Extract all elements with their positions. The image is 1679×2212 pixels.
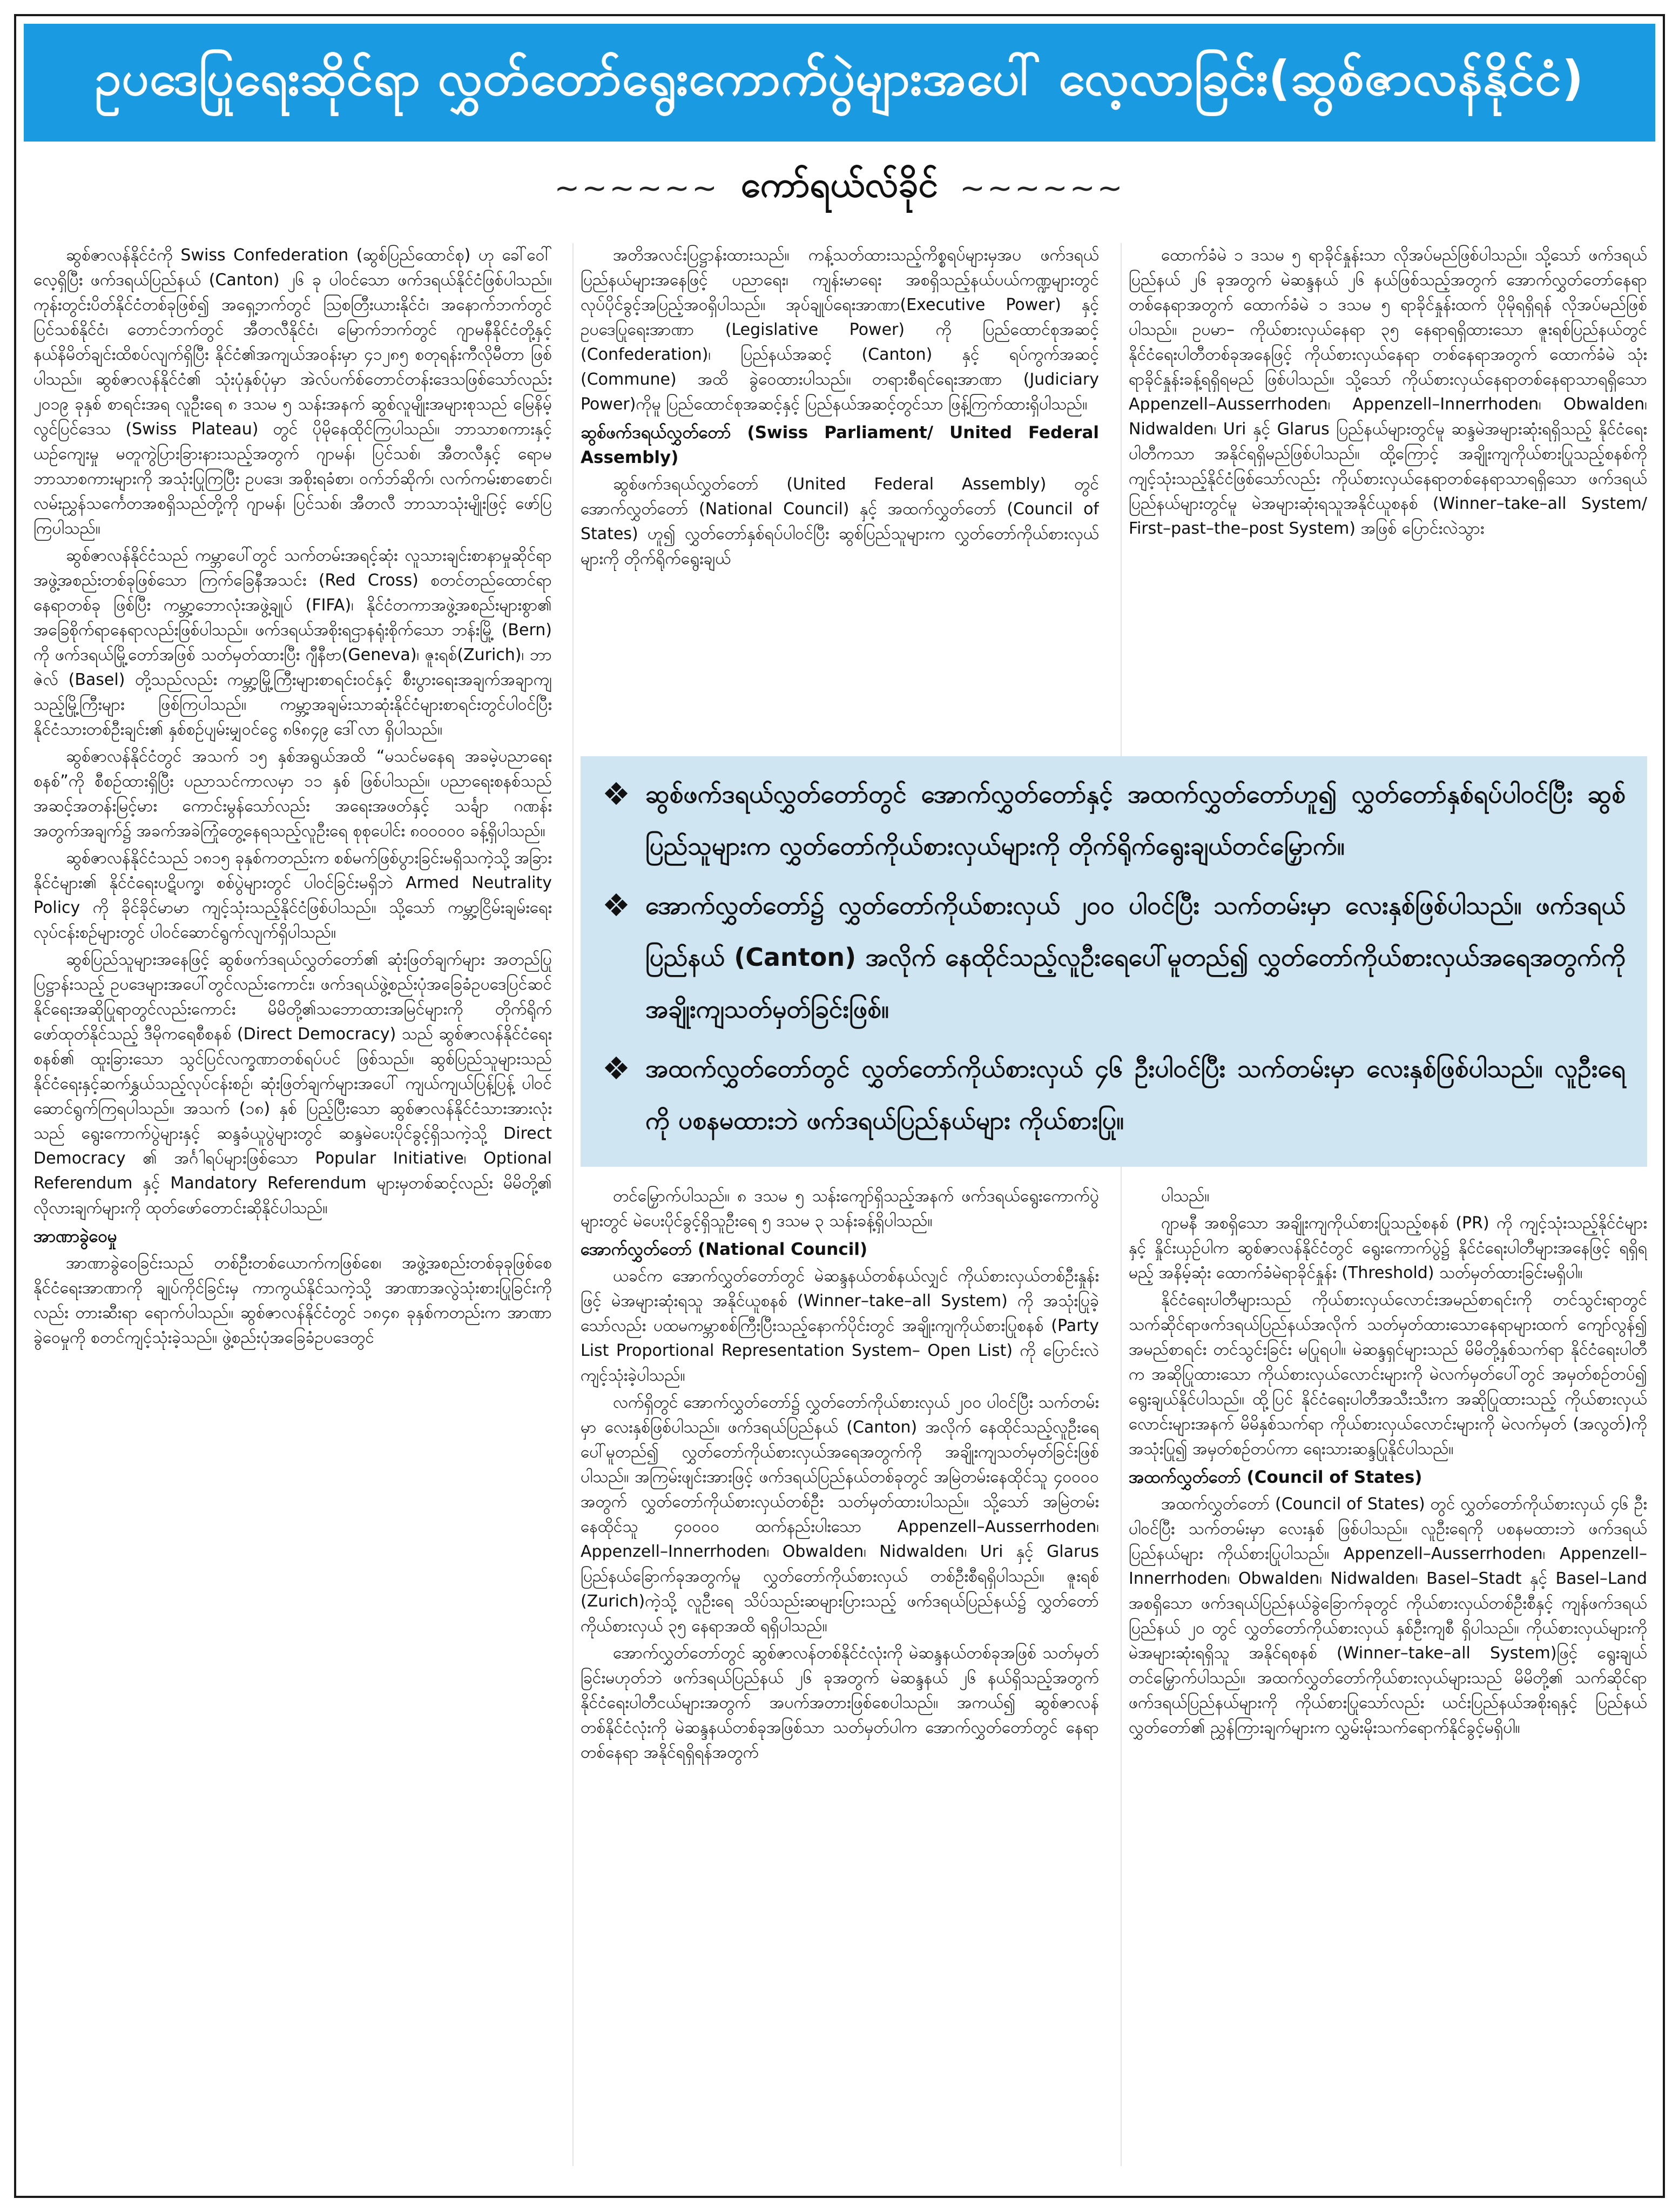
section-heading: အထက်လွှတ်တော် (Council of States) [1129, 1468, 1422, 1487]
diamond-bullet-icon: ❖ [602, 776, 630, 812]
paragraph: တင်မြှောက်ပါသည်။ ၈ ဒသမ ၅ သန်းကျော်ရှိသည့်အနက် ဖက်ဒရယ်ရွေးကောက်ပွဲများတွင် မဲပေးပိုင်ခွင့်ရှိသူဦးရေ ၅ ဒသမ ၃ သန်းခန့်ရှိပါသည်။ [581, 1187, 1099, 1231]
paragraph: ဆွစ်ဖက်ဒရယ်လွှတ်တော် (United Federal Assembly) တွင် အောက်လွှတ်တော် (National Council) နှင့် အထက်လွှတ်တော် (Council of States) ဟူ၍ လွှတ်တော်နှစ်ရပ်ပါဝင်ပြီး ဆွစ်ပြည်သူများက လွှတ်တော်ကိုယ်စားလှယ်များကို တိုက်ရိုက်ရွေးချယ် [581, 475, 1099, 568]
paragraph: ဆွစ်ဇာလန်နိုင်ငံတွင် အသက် ၁၅ နှစ်အရွယ်အထိ “မသင်မနေရ အခမဲ့ပညာရေးစနစ်”ကို စီစဉ်ထားရှိပြီး ပညာသင်ကာလမှာ ၁၁ နှစ် ဖြစ်ပါသည်။ ပညာရေးစနစ်သည် အဆင့်အတန်းမြင့်မား ကောင်းမွန်သော်လည်း အရေးအဖတ်နှင့် သင်္ချာ ဂဏန်းအတွက်အချက်၌ အခက်အခဲကြုံတွေ့နေရသည့်လူဦးရေ စုစုပေါင်း ၈၀၀၀၀၀ ခန့်ရှိပါသည်။ [33, 747, 552, 841]
paragraph: အထက်လွှတ်တော် (Council of States) တွင် လွှတ်တော်ကိုယ်စားလှယ် ၄၆ ဦးပါဝင်ပြီး သက်တမ်းမှာ လေးနှစ် ဖြစ်ပါသည်။ လူဦးရေကို ပစနမထားဘဲ ဖက်ဒရယ်ပြည်နယ်များ ကိုယ်စားပြုပါသည်။ Appenzell–Ausserrhoden၊ Appenzell–Innerrhoden၊ Obwalden၊ Nidwalden၊ Basel–Stadt နှင့် Basel–Land အစရှိသော ဖက်ဒရယ်ပြည်နယ်ခွဲခြောက်ခုတွင် ကိုယ်စားလှယ်တစ်ဦးစီနှင့် ကျန်ဖက်ဒရယ်ပြည်နယ် ၂၀ တွင် လွှတ်တော်ကိုယ်စားလှယ် နှစ်ဦးကျစီ ရှိပါသည်။ ကိုယ်စားလှယ်များကို မဲအများဆုံးရရှိသူ အနိုင်ရစနစ် (Winner–take–all System)ဖြင့် ရွေးချယ်တင်မြှောက်ပါသည်။ အထက်လွှတ်တော်ကိုယ်စားလှယ်များသည် မိမိတို့၏ သက်ဆိုင်ရာဖက်ဒရယ်ပြည်နယ်များကို ကိုယ်စားပြုသော်လည်း ယင်းပြည်နယ်အစိုးရနှင့် ပြည်နယ်လွှတ်တော်၏ ညွှန်ကြားချက်များက လွှမ်းမိုးသက်ရောက်နိုင်ခွင့်မရှိပါ။ [1129, 1495, 1647, 1737]
section-heading: အောက်လွှတ်တော် (National Council) [581, 1240, 868, 1259]
article-column-2-top [581, 243, 1099, 713]
author-name: ကော်ရယ်လ်ခိုင် [740, 164, 939, 205]
swash-left-ornament: ~~~~~~ [554, 171, 719, 206]
column-divider [572, 243, 574, 2166]
paragraph: အတိအလင်းပြဋ္ဌာန်းထားသည်။ ကန့်သတ်ထားသည့်ကိစ္စရပ်များမှအပ ဖက်ဒရယ်ပြည်နယ်များအနေဖြင့် ပညာရေး၊ ကျန်းမာရေး အစရှိသည့်နယ်ပယ်ကဏ္ဍများတွင် လုပ်ပိုင်ခွင့်အပြည့်အဝရှိပါသည်။ အုပ်ချုပ်ရေးအာဏာ(Executive Power) နှင့် ဥပဒေပြုရေးအာဏာ (Legislative Power) ကို ပြည်ထောင်စုအဆင့် (Confederation)၊ ပြည်နယ်အဆင့် (Canton) နှင့် ရပ်ကွက်အဆင့် (Commune) အထိ ခွဲဝေထားပါသည်။ တရားစီရင်ရေးအာဏာ (Judiciary Power)ကိုမူ ပြည်ထောင်စုအဆင့်နှင့် ပြည်နယ်အဆင့်တွင်သာ ဖြန့်ကြက်ထားရှိပါသည်။ [581, 246, 1099, 414]
paragraph: ထောက်ခံမဲ ၁ ဒသမ ၅ ရာခိုင်နှုန်းသာ လိုအပ်မည်ဖြစ်ပါသည်။ သို့သော် ဖက်ဒရယ်ပြည်နယ် ၂၆ ခုအတွက် မဲဆန္ဒနယ် ၂၆ နယ်ဖြစ်သည့်အတွက် အောက်လွှတ်တော်နေရာ တစ်နေရာအတွက် ထောက်ခံမဲ ၁ ဒသမ ၅ ရာခိုင်နှုန်းထက် ပိုမိုရရှိရန် လိုအပ်မည်ဖြစ်ပါသည်။ ဥပမာ– ကိုယ်စားလှယ်နေရာ ၃၅ နေရာရရှိထားသော ဇူးရစ်ပြည်နယ်တွင် နိုင်ငံရေးပါတီတစ်ခုအနေဖြင့် ကိုယ်စားလှယ်နေရာ တစ်နေရာအတွက် ထောက်ခံမဲ သုံးရာခိုင်နှုန်းခန့်ရရှိရမည် ဖြစ်ပါသည်။ သို့သော် ကိုယ်စားလှယ်နေရာတစ်နေရာသာရရှိသော Appenzell–Ausserrhoden၊ Appenzell–Innerrhoden၊ Obwalden၊ Nidwalden၊ Uri နှင့် Glarus ပြည်နယ်များတွင်မူ ဆန္ဒမဲအများဆုံးရရှိသည့် နိုင်ငံရေးပါတီကသာ အနိုင်ရရှိမည်ဖြစ်ပါသည်။ ထို့ကြောင့် အချိုးကျကိုယ်စားပြုသည့်စနစ်ကို ကျင့်သုံးသည့်နိုင်ငံဖြစ်သော်လည်း ကိုယ်စားလှယ်နေရာတစ်နေရာသာရရှိသော ဖက်ဒရယ်ပြည်နယ်များတွင်မူ မဲအများဆုံးရသူအနိုင်ယူစနစ် (Winner–take–all System/ First–past–the–post System) အဖြစ် ပြောင်းလဲသွား [1129, 246, 1647, 538]
paragraph: လက်ရှိတွင် အောက်လွှတ်တော်၌ လွှတ်တော်ကိုယ်စားလှယ် ၂၀၀ ပါဝင်ပြီး သက်တမ်းမှာ လေးနှစ်ဖြစ်ပါသည်။ ဖက်ဒရယ်ပြည်နယ် (Canton) အလိုက် နေထိုင်သည့်လူဦးရေပေါ်မူတည်၍ လွှတ်တော်ကိုယ်စားလှယ်အရေအတွက်ကို အချိုးကျသတ်မှတ်ခြင်းဖြစ်ပါသည်။ အကြမ်းဖျင်းအားဖြင့် ဖက်ဒရယ်ပြည်နယ်တစ်ခုတွင် အမြဲတမ်းနေထိုင်သူ ၄၀၀၀၀ အတွက် လွှတ်တော်ကိုယ်စားလှယ်တစ်ဦး သတ်မှတ်ထားပါသည်။ သို့သော် အမြဲတမ်းနေထိုင်သူ ၄၀၀၀၀ ထက်နည်းပါးသော Appenzell–Ausserrhoden၊ Appenzell–Innerrhoden၊ Obwalden၊ Nidwalden၊ Uri နှင့် Glarus ပြည်နယ်ခြောက်ခုအတွက်မူ လွှတ်တော်ကိုယ်စားလှယ် တစ်ဦးစီရရှိပါသည်။ ဇူးရစ် (Zurich)ကဲ့သို့ လူဦးရေ သိပ်သည်းဆများပြားသည့် ဖက်ဒရယ်ပြည်နယ်၌ လွှတ်တော်ကိုယ်စားလှယ် ၃၅ နေရာအထိ ရရှိပါသည်။ [581, 1393, 1099, 1636]
highlight-text: ဆွစ်ဖက်ဒရယ်လွှတ်တော်တွင် အောက်လွှတ်တော်နှင့် အထက်လွှတ်တော်ဟူ၍ လွှတ်တော်နှစ်ရပ်ပါဝင်ပြီး ဆွစ်ပြည်သူများက လွှတ်တော်ကိုယ်စားလှယ်များကို တိုက်ရိုက်ရွေးချယ်တင်မြှောက်။ [645, 779, 1626, 860]
paragraph: ဆွစ်ပြည်သူများအနေဖြင့် ဆွစ်ဖက်ဒရယ်လွှတ်တော်၏ ဆုံးဖြတ်ချက်များ အတည်ပြုပြဋ္ဌာန်းသည့် ဥပဒေများအပေါ်တွင်လည်းကောင်း၊ ဖက်ဒရယ်ဖွဲ့စည်းပုံအခြေခံဥပဒေပြင်ဆင်နိုင်ရေးအဆိုပြုရာတွင်လည်းကောင်း မိမိတို့၏သဘောထားအမြင်များကို တိုက်ရိုက်ဖော်ထုတ်နိုင်သည့် ဒီမိုကရေစီစနစ် (Direct Democracy) သည် ဆွစ်ဇာလန်နိုင်ငံရေးစနစ်၏ ထူးခြားသော သွင်ပြင်လက္ခဏာတစ်ရပ်ပင် ဖြစ်သည်။ ဆွစ်ပြည်သူများသည် နိုင်ငံရေးနှင့်ဆက်နွှယ်သည့်လုပ်ငန်းစဉ်၊ ဆုံးဖြတ်ချက်များအပေါ် ကျယ်ကျယ်ပြန့်ပြန့် ပါဝင်ဆောင်ရွက်ကြရပါသည်။ အသက် (၁၈) နှစ် ပြည့်ပြီးသော ဆွစ်ဇာလန်နိုင်ငံသားအားလုံးသည် ရွေးကောက်ပွဲများနှင့် ဆန္ဒခံယူပွဲများတွင် ဆန္ဒမဲပေးပိုင်ခွင့်ရှိသကဲ့သို့ Direct Democracy ၏ အင်္ဂါရပ်များဖြစ်သော Popular Initiative၊ Optional Referendum နှင့် Mandatory Referendum များမှတစ်ဆင့်လည်း မိမိတို့၏ လိုလားချက်များကို ထုတ်ဖော်တောင်းဆိုနိုင်ပါသည်။ [33, 950, 552, 1218]
highlight-item [602, 1043, 1626, 1146]
article-column-3-bottom [1129, 1184, 1647, 2166]
page-title: ဥပဒေပြုရေးဆိုင်ရာ လွှတ်တော်ရွေးကောက်ပွဲများအပေါ် လေ့လာခြင်း(ဆွစ်ဇာလန်နိုင်ငံ) [95, 50, 1584, 106]
section-heading: ဆွစ်ဖက်ဒရယ်လွှတ်တော် (Swiss Parliament/ United Federal Assembly) [581, 423, 1099, 467]
paragraph: အာဏာခွဲဝေခြင်းသည် တစ်ဦးတစ်ယောက်ကဖြစ်စေ၊ အဖွဲ့အစည်းတစ်ခုခုဖြစ်စေ နိုင်ငံရေးအာဏာကို ချုပ်ကိုင်ခြင်းမှ ကာကွယ်နိုင်သကဲ့သို့ အာဏာအလွဲသုံးစားပြုခြင်းကိုလည်း တားဆီးရာ ရောက်ပါသည်။ ဆွစ်ဇာလန်နိုင်ငံတွင် ၁၈၄၈ ခုနှစ်ကတည်းက အာဏာခွဲဝေမှုကို စတင်ကျင့်သုံးခဲ့သည်။ ဖွဲ့စည်းပုံအခြေခံဥပဒေတွင် [33, 1254, 552, 1347]
highlight-text: အောက်လွှတ်တော်၌ လွှတ်တော်ကိုယ်စားလှယ် ၂၀၀ ပါဝင်ပြီး သက်တမ်းမှာ လေးနှစ်ဖြစ်ပါသည်။ ဖက်ဒရယ်ပြည်နယ် (Canton) အလိုက် နေထိုင်သည့်လူဦးရေပေါ်မူတည်၍ လွှတ်တော်ကိုယ်စားလှယ်အရေအတွက်ကို အချိုးကျသတ်မှတ်ခြင်းဖြစ်။ [645, 891, 1626, 1024]
paragraph: ဂျာမနီ အစရှိသော အချိုးကျကိုယ်စားပြုသည့်စနစ် (PR) ကို ကျင့်သုံးသည့်နိုင်ငံများနှင့် နှိုင်းယှဉ်ပါက ဆွစ်ဇာလန်နိုင်ငံတွင် ရွေးကောက်ပွဲ၌ နိုင်ငံရေးပါတီများအနေဖြင့် ရရှိရမည့် အနိမ့်ဆုံး ထောက်ခံမဲရာခိုင်နှုန်း (Threshold) သတ်မှတ်ထားခြင်းမရှိပါ။ [1129, 1214, 1647, 1282]
paragraph: ပါသည်။ [1161, 1187, 1210, 1206]
diamond-bullet-icon: ❖ [602, 887, 630, 924]
highlight-item [602, 768, 1626, 872]
byline [0, 162, 1679, 214]
title-banner [24, 24, 1655, 142]
highlight-box [581, 756, 1647, 1167]
highlight-item [602, 879, 1626, 1035]
section-heading: အာဏာခွဲဝေမှု [33, 1227, 117, 1246]
column-divider [1121, 243, 1122, 2166]
diamond-bullet-icon: ❖ [602, 1050, 630, 1087]
highlight-text: အထက်လွှတ်တော်တွင် လွှတ်တော်ကိုယ်စားလှယ် ၄၆ ဦးပါဝင်ပြီး သက်တမ်းမှာ လေးနှစ်ဖြစ်ပါသည်။ လူဦးရေကို ပစနမထားဘဲ ဖက်ဒရယ်ပြည်နယ်များ ကိုယ်စားပြု။ [645, 1054, 1626, 1135]
paragraph: ဆွစ်ဇာလန်နိုင်ငံကို Swiss Confederation (ဆွစ်ပြည်ထောင်စု) ဟု ခေါ်ဝေါ်လေ့ရှိပြီး ဖက်ဒရယ်ပြည်နယ် (Canton) ၂၆ ခု ပါဝင်သော ဖက်ဒရယ်နိုင်ငံဖြစ်ပါသည်။ ကုန်းတွင်းပိတ်နိုင်ငံတစ်ခုဖြစ်၍ အရှေ့ဘက်တွင် ဩစတြီးယားနိုင်ငံ၊ အနောက်ဘက်တွင် ပြင်သစ်နိုင်ငံ၊ တောင်ဘက်တွင် အီတလီနိုင်ငံ၊ မြောက်ဘက်တွင် ဂျာမနီနိုင်ငံတို့နှင့် နယ်နိမိတ်ချင်းထိစပ်လျက်ရှိပြီး နိုင်ငံ၏အကျယ်အဝန်းမှာ ၄၁၂၈၅ စတုရန်းကီလိုမီတာ ဖြစ်ပါသည်။ ဆွစ်ဇာလန်နိုင်ငံ၏ သုံးပုံနှစ်ပုံမှာ အဲလ်ပက်စ်တောင်တန်းဒေသဖြစ်သော်လည်း ၂၀၁၉ ခုနှစ် စာရင်းအရ လူဦးရေ ၈ ဒသမ ၅ သန်းအနက် ဆွစ်လူမျိုးအများစုသည် မြေနိမ့် လွင်ပြင်ဒေသ (Swiss Plateau) တွင် ပိုမိုနေထိုင်ကြပါသည်။ ဘာသာစကားနှင့်ယဉ်ကျေးမှု မတူကွဲပြားခြားနားသည့်အတွက် ဂျာမန်၊ ပြင်သစ်၊ အီတလီနှင့် ရောမဘာသာစကားများကို အသုံးပြုကြပြီး ဥပဒေ၊ အစိုးရခံစာ၊ ဝက်ဘ်ဆိုက်၊ လက်ကမ်းစာစောင်၊ လမ်းညွှန်သင်္ကေတအစရှိသည်တို့ကို ဂျာမန်၊ ပြင်သစ်၊ အီတလီ ဘာသာသုံးမျိုးဖြင့် ဖော်ပြကြပါသည်။ [33, 246, 552, 538]
paragraph: နိုင်ငံရေးပါတီများသည် ကိုယ်စားလှယ်လောင်းအမည်စာရင်းကို တင်သွင်းရာတွင် သက်ဆိုင်ရာဖက်ဒရယ်ပြည်နယ်အလိုက် သတ်မှတ်ထားသောနေရာများထက် ကျော်လွန်၍ အမည်စာရင်း တင်သွင်းခြင်း မပြုရပါ။ မဲဆန္ဒရှင်များသည် မိမိတို့နှစ်သက်ရာ နိုင်ငံရေးပါတီက အဆိုပြုထားသော ကိုယ်စားလှယ်လောင်းများကို မဲလက်မှတ်ပေါ်တွင် အမှတ်စဉ်တပ်၍ ရွေးချယ်နိုင်ပါသည်။ ထို့ပြင် နိုင်ငံရေးပါတီအသီးသီးက အဆိုပြုထားသည့် ကိုယ်စားလှယ်လောင်းများအနက် မိမိနှစ်သက်ရာ ကိုယ်စားလှယ်လောင်းများကို မဲလက်မှတ် (အလွတ်)ကိုအသုံးပြု၍ အမှတ်စဉ်တပ်ကာ ရေးသားဆန္ဒပြုနိုင်ပါသည်။ [1129, 1290, 1647, 1458]
paragraph: ယခင်က အောက်လွှတ်တော်တွင် မဲဆန္ဒနယ်တစ်နယ်လျှင် ကိုယ်စားလှယ်တစ်ဦးနှုန်းဖြင့် မဲအများဆုံးရသူ အနိုင်ယူစနစ် (Winner–take–all System) ကို အသုံးပြုခဲ့သော်လည်း ပထမကမ္ဘာစစ်ကြီးပြီးသည့်နောက်ပိုင်းတွင် အချိုးကျကိုယ်စားပြုစနစ် (Party List Proportional Representation System– Open List) ကို ပြောင်းလဲကျင့်သုံးခဲ့ပါသည်။ [581, 1267, 1099, 1385]
paragraph: အောက်လွှတ်တော်တွင် ဆွစ်ဇာလန်တစ်နိုင်ငံလုံးကို မဲဆန္ဒနယ်တစ်ခုအဖြစ် သတ်မှတ်ခြင်းမဟုတ်ဘဲ ဖက်ဒရယ်ပြည်နယ် ၂၆ ခုအတွက် မဲဆန္ဒနယ် ၂၆ နယ်ရှိသည့်အတွက် နိုင်ငံရေးပါတီငယ်များအတွက် အပက်အတားဖြစ်စေပါသည်။ အကယ်၍ ဆွစ်ဇာလန်တစ်နိုင်ငံလုံးကို မဲဆန္ဒနယ်တစ်ခုအဖြစ်သာ သတ်မှတ်ပါက အောက်လွှတ်တော်တွင် နေရာတစ်နေရာ အနိုင်ရရှိရန်အတွက် [581, 1644, 1099, 1762]
swash-right-ornament: ~~~~~~ [960, 171, 1125, 206]
paragraph: ဆွစ်ဇာလန်နိုင်ငံသည် ကမ္ဘာပေါ်တွင် သက်တမ်းအရင့်ဆုံး လူသားချင်းစာနာမှုဆိုင်ရာ အဖွဲ့အစည်းတစ်ခုဖြစ်သော ကြက်ခြေနီအသင်း (Red Cross) စတင်တည်ထောင်ရာနေရာတစ်ခု ဖြစ်ပြီး ကမ္ဘာ့ဘောလုံးအဖွဲ့ချုပ် (FIFA)၊ နိုင်ငံတကာအဖွဲ့အစည်းများစွာ၏ အခြေစိုက်ရာနေရာလည်းဖြစ်ပါသည်။ ဖက်ဒရယ်အစိုးရဌာနရုံးစိုက်သော ဘန်းမြို့ (Bern) ကို ဖက်ဒရယ်မြို့တော်အဖြစ် သတ်မှတ်ထားပြီး ဂျီနီဗာ(Geneva)၊ ဇူးရစ်(Zurich)၊ ဘာဇဲလ် (Basel) တို့သည်လည်း ကမ္ဘာ့မြို့ကြီးများစာရင်းဝင်နှင့် စီးပွားရေးအချက်အချာကျသည့်မြို့ကြီးများ ဖြစ်ကြပါသည်။ ကမ္ဘာ့အချမ်းသာဆုံးနိုင်ငံများစာရင်းတွင်ပါဝင်ပြီး နိုင်ငံသားတစ်ဦးချင်း၏ နှစ်စဉ်ပျမ်းမျှဝင်ငွေ ၈၆၈၄၉ ဒေါ်လာ ရှိပါသည်။ [33, 546, 552, 739]
article-column-1 [33, 243, 552, 2166]
article-column-2-bottom [581, 1184, 1099, 2166]
article-column-3-top [1129, 243, 1647, 713]
paragraph: ဆွစ်ဇာလန်နိုင်ငံသည် ၁၈၁၅ ခုနှစ်ကတည်းက စစ်မက်ဖြစ်ပွားခြင်းမရှိသကဲ့သို့ အခြားနိုင်ငံများ၏ နိုင်ငံရေးပဋိပက္ခ၊ စစ်ပွဲများတွင် ပါဝင်ခြင်းမရှိဘဲ Armed Neutrality Policy ကို ခိုင်ခိုင်မာမာ ကျင့်သုံးသည့်နိုင်ငံဖြစ်ပါသည်။ သို့သော် ကမ္ဘာ့ငြိမ်းချမ်းရေးလုပ်ငန်းစဉ်များတွင် ပါဝင်ဆောင်ရွက်လျက်ရှိပါသည်။ [33, 849, 552, 942]
